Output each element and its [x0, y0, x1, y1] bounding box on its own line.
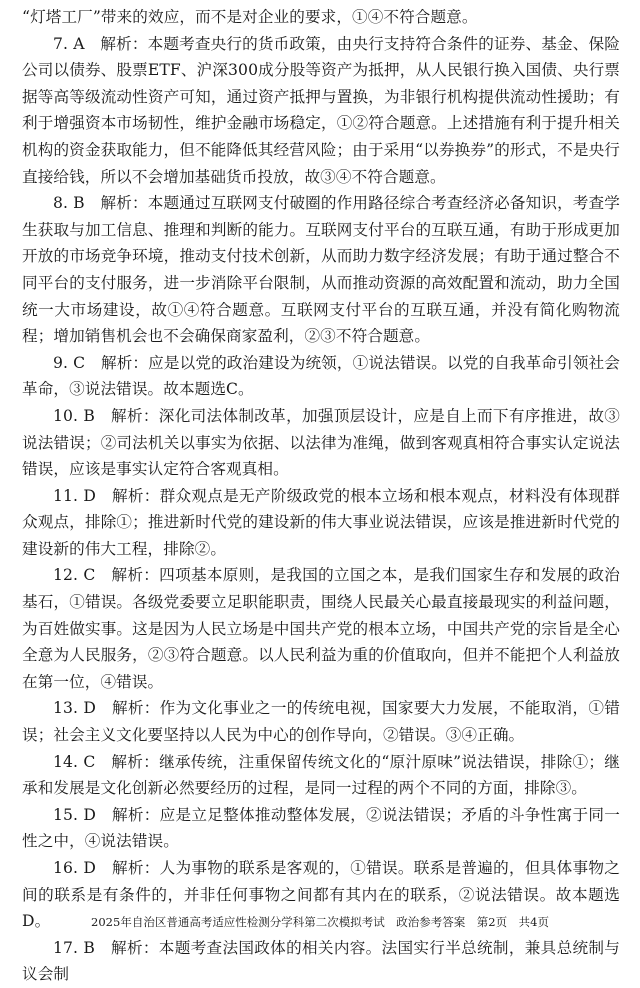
answer-paragraph-continued: “灯塔工厂”带来的效应，而不是对企业的要求，①④不符合题意。	[22, 8, 478, 26]
page-footer: 2025年自治区普通高考适应性检测分学科第二次模拟考试 政治参考答案 第2页 共4页	[91, 915, 549, 929]
answer-paragraph-q9: 9. C 解析：应是以党的政治建设为统领，①说法错误。以党的自我革命引领社会革命，③说法错误。故本题选C。	[22, 353, 620, 399]
answer-paragraph-q16: 16. D 解析：人为事物的联系是客观的，①错误。联系是普遍的，但具体事物之间的联系是有条件的，并非任何事物之间都有其内在的联系，②说法错误。故本题选D。	[22, 859, 620, 931]
answer-paragraph-q13: 13. D 解析：作为文化事业之一的传统电视，国家要大力发展，不能取消，①错误；社会主义文化要坚持以人民为中心的创作导向，②错误。③④正确。	[22, 699, 620, 745]
answer-paragraph-q17: 17. B 解析：本题考查法国政体的相关内容。法国实行半总统制，兼具总统制与议会制	[22, 938, 620, 984]
answer-paragraph-q15: 15. D 解析：应是立足整体推动整体发展，②说法错误；矛盾的斗争性寓于同一性之中，④说法错误。	[22, 805, 620, 851]
answer-paragraph-q10: 10. B 解析：深化司法体制改革，加强顶层设计，应是自上而下有序推进，故③说法错误；②司法机关以事实为依据、以法律为准绳，做到客观真相符合事实认定说法错误，应该是事实认定符合客观真相。	[22, 406, 620, 479]
answer-paragraph-q14: 14. C 解析：继承传统，注重保留传统文化的“原汁原味”说法错误，排除①；继承和发展是文化创新必然要经历的过程，是同一过程的两个不同的方面，排除③。	[22, 752, 620, 798]
answer-paragraph-q8: 8. B 解析：本题通过互联网支付破圈的作用路径综合考查经济必备知识，考查学生获取与加工信息、推理和判断的能力。互联网支付平台的互联互通，有助于形成更加开放的市场竞争环境，推动支付技术创新，从而助力数字经济发展；有助于通过整合不同平台的支付服务，进一步消除平台限制，从而推动资源的高效配置和流动，助力全国统一大市场建设，故①④符合题意。互联网支付平台的互联互通，并没有简化购物流程；增加销售机会也不会确保商家盈利，②③不符合题意。	[22, 194, 620, 346]
answer-paragraph-q12: 12. C 解析：四项基本原则，是我国的立国之本，是我们国家生存和发展的政治基石，①错误。各级党委要立足职能职责，围绕人民最关心最直接最现实的利益问题，为百姓做实事。这是因为人民立场是中国共产党的根本立场，中国共产党的宗旨是全心全意为人民服务，②③符合题意。以人民利益为重的价值取向，但并不能把个人利益放在第一位，④错误。	[22, 566, 620, 691]
answer-paragraph-q11: 11. D 解析：群众观点是无产阶级政党的根本立场和根本观点，材料没有体现群众观点，排除①；推进新时代党的建设新的伟大事业说法错误，应该是推进新时代党的建设新的伟大工程，排除②。	[22, 486, 620, 558]
answer-text-body	[22, 4, 620, 988]
answer-paragraph-q7: 7. A 解析：本题考查央行的货币政策，由央行支持符合条件的证券、基金、保险公司以债券、股票ETF、沪深300成分股等资产为抵押，从人民银行换入国债、央行票据等高等级流动性资产可知，通过资产抵押与置换，为非银行机构提供流动性援助；有利于增强资本市场韧性，维护金融市场稳定，①②符合题意。上述措施有利于提升相关机构的资金获取能力，但不能降低其经营风险；由于采用“以券换券”的形式，不是央行直接给钱，所以不会增加基础货币投放，故③④不符合题意。	[22, 34, 620, 186]
